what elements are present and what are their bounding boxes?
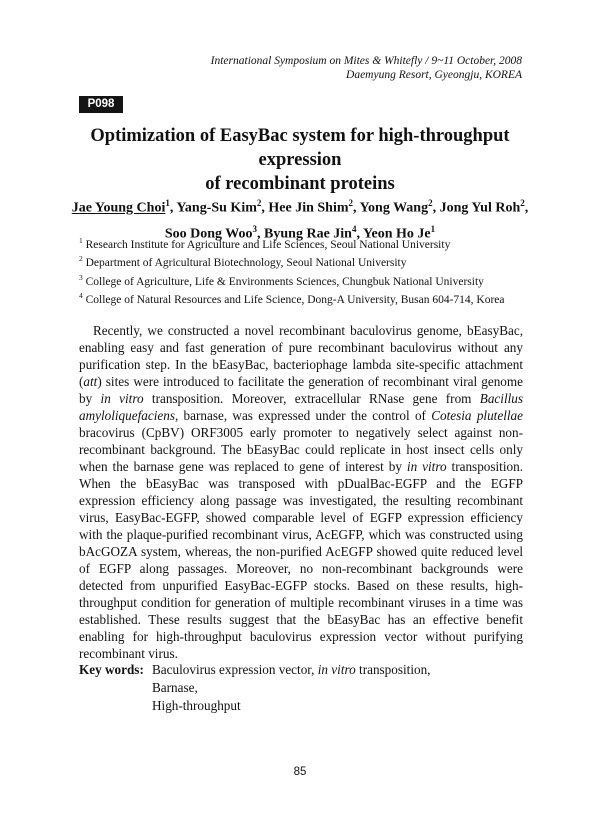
author-name: Byung Rae Jin [264, 226, 352, 242]
author-affil: 2 [428, 198, 433, 208]
author-line-2: Soo Dong Woo$^3$, Byung Rae Jin$^4$, Yeon Ho Je$^1$ [164, 223, 436, 242]
affiliation-item: $^3$ College of Agriculture, Life & Environments Sciences, Chungbuk National University [79, 272, 484, 288]
conference-venue: Daemyung Resort, Gyeongju, KOREA [346, 69, 522, 81]
affiliation-item: $^2$ Department of Agricultural Biotechnology, Seoul National University [79, 254, 407, 270]
page-number: 85 [293, 766, 307, 778]
keywords-label: Key words: [79, 662, 144, 677]
author-name: Jong Yul Roh [439, 200, 521, 216]
author-name: Jae Young Choi [71, 200, 166, 216]
author-name: Yeon Ho Je [362, 226, 431, 242]
author-affil: 2 [520, 198, 525, 208]
author-name: Hee Jin Shim [268, 200, 349, 216]
affiliation-item: $^4$ College of Natural Resources and Life Science, Dong-A University, Busan 604-714, Korea [79, 290, 505, 306]
author-affil: 3 [252, 223, 258, 234]
title-line-2: of recombinant proteins [205, 174, 395, 194]
author-name: Soo Dong Woo [164, 226, 253, 242]
author-affil: 2 [348, 198, 353, 208]
author-affil: 4 [351, 223, 357, 234]
abstract-body: Recently, we constructed a novel recombinant baculovirus genome, bEasyBac, enabling easy and fast generation of pure recombinant baculovirus without any purification step. In the bEasyBac, bacteriophage lambda site-specific attachment (att) sites were introduced to facilitate the generation of recombinant viral genome by in vitro transposition. Moreover, extracellular RNase gene from Bacillus amyloliquefaciens, barnase, was expressed under the control of Cotesia plutellae bracovirus (CpBV) ORF3005 early promoter to negatively select against non-recombinant background. The bEasyBac could replicate in host insect cells only when the barnase gene was replaced to gene of interest by in vitro transposition. When the bEasyBac was transposed with pDualBac-EGFP and the EGFP expression efficiency along passage was investigated, the resulting recombinant virus, EasyBac-EGFP, showed comparable level of EGFP expression efficiency with the plaque-purified recombinant virus, AcEGFP, which was constructed using bAcGOZA system, whereas, the non-purified AcEGFP showed quite reduced level of EGFP along passages. Moreover, no non-recombinant backgrounds were detected from unpurified EasyBac-EGFP stocks. Based on these results, high-throughput condition for generation of multiple recombinant viruses in a time was established. These results suggest that the bEasyBac has an effective benefit enabling for high-throughput baculovirus expression vector without purifying recombinant virus. [79, 323, 524, 661]
title-line-1: Optimization of EasyBac system for high-throughput expression [90, 126, 510, 170]
conference-name: International Symposium on Mites & Whitefly / 9~11 October, 2008 [210, 55, 522, 67]
author-name: Yang-Su Kim [176, 200, 257, 216]
author-line-1: Jae Young Choi$^1$, Yang-Su Kim$^2$, Hee Jin Shim$^2$, Yong Wang$^2$, Jong Yul Roh$^2$, [71, 198, 529, 216]
author-name: Yong Wang [359, 200, 429, 216]
author-affil: 2 [256, 198, 262, 208]
poster-id-badge: P098 [79, 96, 123, 113]
author-affil: 1 [165, 198, 170, 208]
keywords-list: Baculovirus expression vector, in vitro transposition, Barnase, High-throughput [152, 662, 431, 713]
author-affil: 1 [430, 223, 436, 234]
affiliation-list [79, 234, 539, 307]
conference-header [211, 54, 522, 82]
paper-title [70, 124, 530, 196]
affiliation-item: $^1$ Research Institute for Agriculture and Life Sciences, Seoul National University [79, 236, 451, 251]
